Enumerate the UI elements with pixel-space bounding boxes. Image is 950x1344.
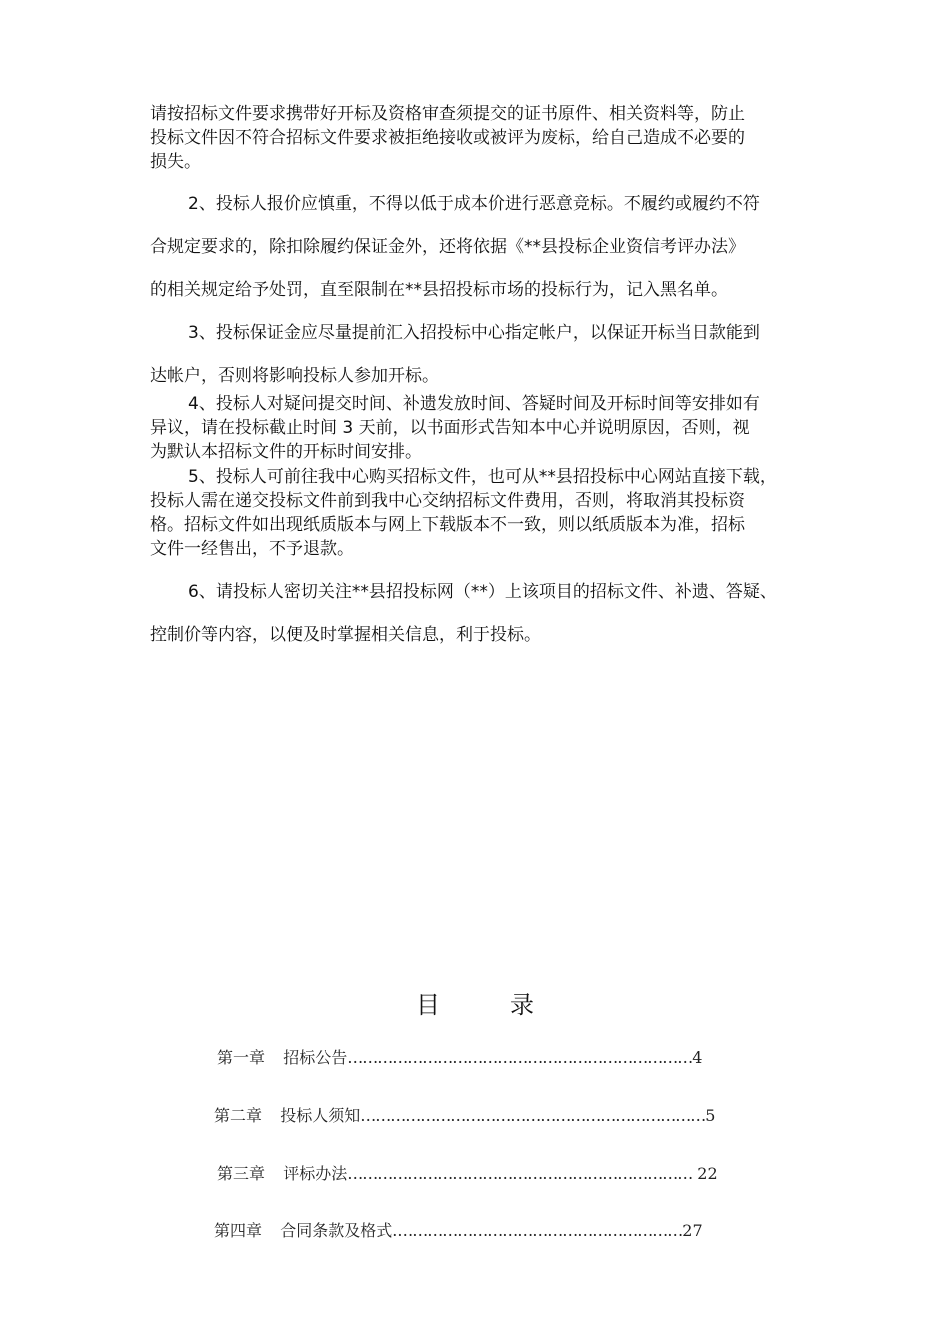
toc-leader-dots: …………………………………………………………… <box>360 1106 706 1125</box>
toc-chapter: 第一章 <box>217 1048 266 1067</box>
body-line: 合规定要求的，除扣除履约保证金外，还将依据《**县投标企业资信考评办法》 <box>150 237 745 257</box>
body-line: 的相关规定给予处罚，直至限制在**县招投标市场的投标行为，记入黑名单。 <box>150 280 728 300</box>
toc-entry-name: 招标公告 <box>283 1048 348 1067</box>
body-line: 2、投标人报价应慎重，不得以低于成本价进行恶意竞标。不履约或履约不符 <box>188 194 760 214</box>
toc-entry[interactable] <box>217 1048 702 1068</box>
body-line: 异议，请在投标截止时间 3 天前，以书面形式告知本中心并说明原因，否则，视 <box>150 418 750 438</box>
toc-entry[interactable] <box>214 1106 715 1126</box>
toc-chapter: 第四章 <box>214 1221 263 1240</box>
body-line: 投标文件因不符合招标文件要求被拒绝接收或被评为废标，给自己造成不必要的 <box>150 128 745 148</box>
body-line: 6、请投标人密切关注**县招投标网（**）上该项目的招标文件、补遗、答疑、 <box>188 582 777 602</box>
toc-leader-dots: …………………………………………………………… <box>347 1164 693 1183</box>
body-line: 请按招标文件要求携带好开标及资格审查须提交的证书原件、相关资料等，防止 <box>150 104 745 124</box>
body-line: 格。招标文件如出现纸质版本与网上下载版本不一致，则以纸质版本为准，招标 <box>150 515 745 535</box>
toc-entry-name: 投标人须知 <box>280 1106 361 1125</box>
toc-leader-dots: …………………………………………………………… <box>347 1048 693 1067</box>
toc-leader-dots: ………………………………………………… <box>397 1221 683 1240</box>
toc-page-number: 4 <box>692 1048 703 1067</box>
toc-entry[interactable] <box>214 1221 703 1241</box>
body-line: 投标人需在递交投标文件前到我中心交纳招标文件费用，否则，将取消其投标资 <box>150 491 745 511</box>
toc-title <box>0 985 950 1020</box>
toc-chapter: 第三章 <box>217 1164 266 1183</box>
body-line: 损失。 <box>150 152 201 172</box>
toc-entry-name: 合同条款及格式. <box>280 1221 398 1240</box>
toc-title-left: 目 <box>416 991 440 1019</box>
body-line: 3、投标保证金应尽量提前汇入招投标中心指定帐户，以保证开标当日款能到 <box>188 323 760 343</box>
toc-page-number: 27 <box>682 1221 703 1240</box>
body-line: 控制价等内容，以便及时掌握相关信息，利于投标。 <box>150 625 541 645</box>
body-line: 为默认本招标文件的开标时间安排。 <box>150 442 422 462</box>
body-line: 4、投标人对疑问提交时间、补遗发放时间、答疑时间及开标时间等安排如有 <box>188 394 760 414</box>
toc-page-number: 5 <box>705 1106 716 1125</box>
toc-title-right: 录 <box>510 991 534 1019</box>
body-line: 文件一经售出，不予退款。 <box>150 539 354 559</box>
toc-page-number: 22 <box>692 1164 718 1183</box>
body-line: 5、投标人可前往我中心购买招标文件，也可从**县招投标中心网站直接下载， <box>188 467 777 487</box>
body-line: 达帐户，否则将影响投标人参加开标。 <box>150 366 439 386</box>
toc-entry[interactable] <box>217 1164 718 1184</box>
toc-chapter: 第二章 <box>214 1106 263 1125</box>
toc-entry-name: 评标办法 <box>283 1164 348 1183</box>
